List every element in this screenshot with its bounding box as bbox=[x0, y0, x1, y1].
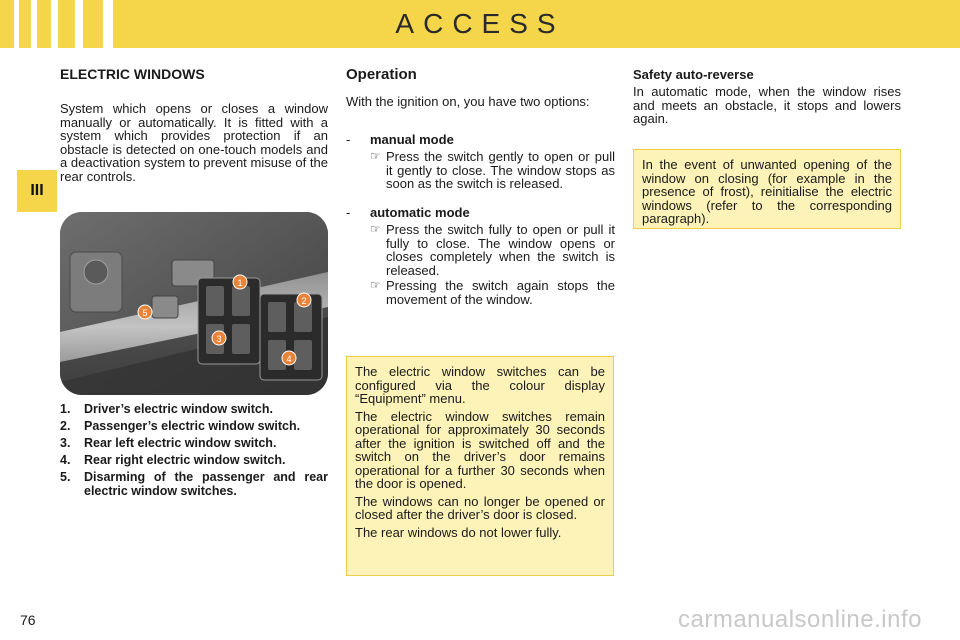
chapter-title: ACCESS bbox=[395, 8, 565, 39]
svg-text:4: 4 bbox=[286, 354, 292, 364]
svg-text:2: 2 bbox=[301, 296, 307, 306]
safety-paragraph: In automatic mode, when the window rises and meets an obstacle, it stops and lowers again. bbox=[633, 84, 901, 126]
manual-mode-heading: - manual mode bbox=[346, 132, 454, 147]
safety-heading: Safety auto-reverse bbox=[633, 67, 754, 82]
chapter-tab: III bbox=[17, 170, 57, 212]
list-item: 5. Disarming of the passenger and rear electric window switches. bbox=[60, 470, 328, 498]
door-panel-illustration bbox=[60, 212, 328, 395]
list-item: 3. Rear left electric window switch. bbox=[60, 436, 277, 450]
page-header bbox=[0, 0, 960, 48]
marker-3 bbox=[212, 331, 226, 345]
mirror-control bbox=[70, 252, 122, 312]
marker-2 bbox=[297, 293, 311, 307]
svg-text:1: 1 bbox=[237, 278, 243, 288]
info-box bbox=[346, 356, 614, 576]
operation-heading: Operation bbox=[346, 66, 417, 83]
marker-4 bbox=[282, 351, 296, 365]
info-text: The electric window switches can be configured via the colour display “Equipment” menu. bbox=[355, 364, 605, 406]
front-switch-cluster bbox=[198, 278, 260, 364]
automatic-mode-instruction: ☞ Press the switch fully to open or pull it fully to close. The window opens or closes completely when the switch is released. bbox=[370, 222, 615, 278]
list-item: 1. Driver’s electric window switch. bbox=[60, 402, 273, 416]
list-item: 4. Rear right electric window switch. bbox=[60, 453, 286, 467]
door-switch-photo bbox=[60, 212, 328, 395]
section-heading: ELECTRIC WINDOWS bbox=[60, 66, 205, 82]
watermark: carmanualsonline.info bbox=[678, 606, 922, 633]
svg-text:3: 3 bbox=[216, 334, 222, 344]
pointing-hand-icon: ☞ bbox=[370, 222, 381, 236]
manual-mode-instruction: ☞ Press the switch gently to open or pull it gently to close. The window stops as soon as the switch is released. bbox=[370, 149, 615, 191]
switch-legend-list bbox=[60, 402, 328, 501]
pointing-hand-icon: ☞ bbox=[370, 278, 381, 292]
operation-intro: With the ignition on, you have two options: bbox=[346, 94, 590, 109]
marker-5 bbox=[138, 305, 152, 319]
info-text: The windows can no longer be opened or closed after the driver’s door is closed. bbox=[355, 493, 605, 522]
intro-paragraph: System which opens or closes a window manually or automatically. It is fitted with a system which provides protection if an obstacle is detected on one-touch models and a deactivation system to prevent misuse of the rear controls. bbox=[60, 101, 328, 184]
automatic-mode-instruction: ☞ Pressing the switch again stops the movement of the window. bbox=[370, 278, 615, 307]
warning-text: In the event of unwanted opening of the window on closing (for example in the presence of frost), reinitialise the electric windows (refer to the corresponding paragraph). bbox=[642, 157, 892, 226]
page-number: 76 bbox=[20, 612, 36, 628]
info-text: The electric window switches remain operational for approximately 30 seconds after the ignition is switched off and the switch on the driver’s door remains operational for a further 30 seconds when the door is opened. bbox=[355, 408, 605, 491]
automatic-mode-heading: - automatic mode bbox=[346, 205, 470, 220]
svg-text:5: 5 bbox=[142, 308, 148, 318]
list-item: 2. Passenger’s electric window switch. bbox=[60, 419, 301, 433]
warning-box bbox=[633, 149, 901, 229]
pointing-hand-icon: ☞ bbox=[370, 149, 381, 163]
marker-1 bbox=[233, 275, 247, 289]
rear-switch-cluster bbox=[260, 294, 322, 380]
info-text: The rear windows do not lower fully. bbox=[355, 524, 562, 540]
